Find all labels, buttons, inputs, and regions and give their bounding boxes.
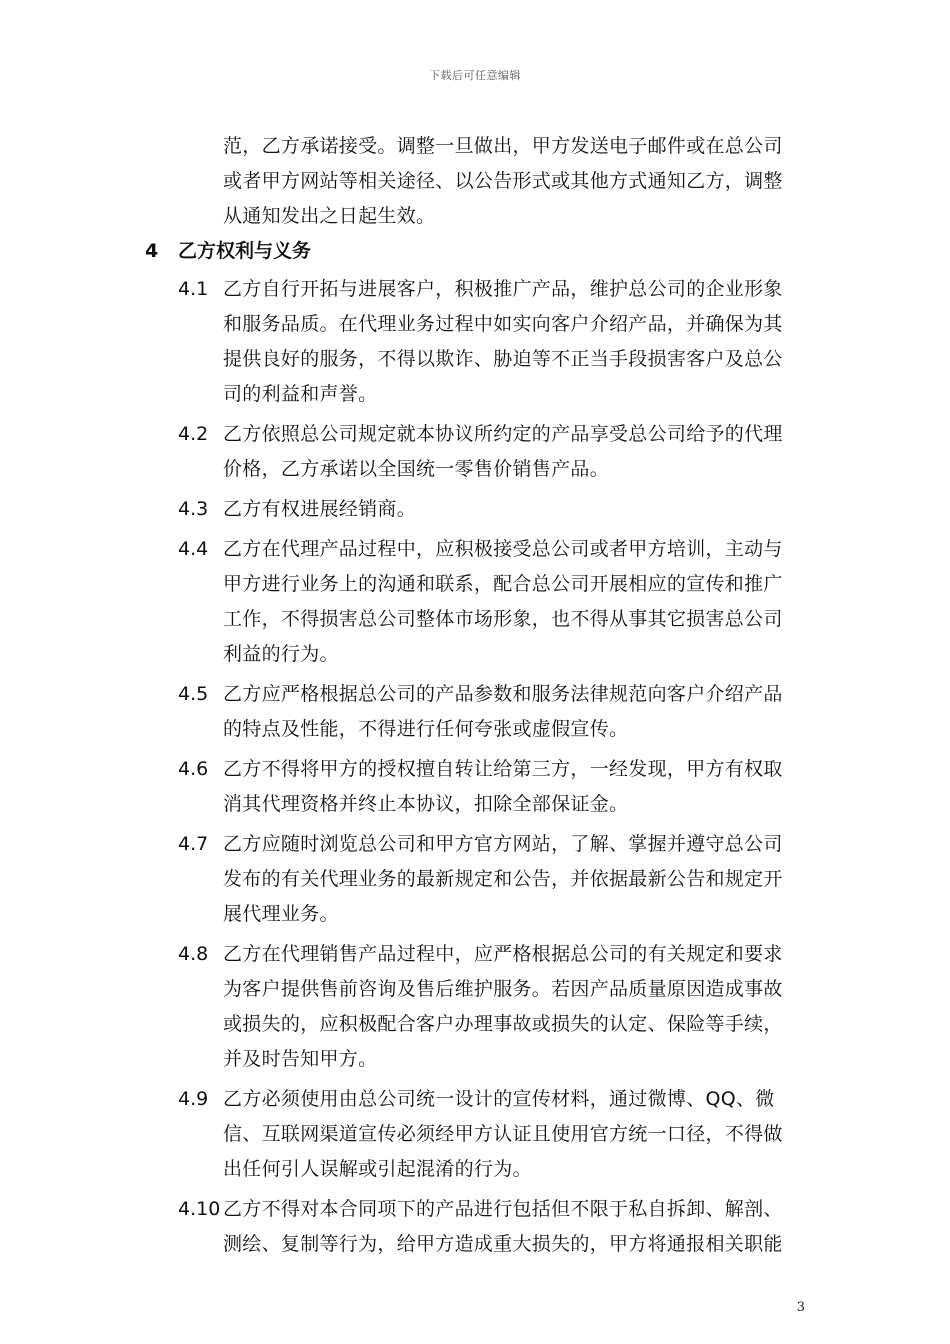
clause-number: 4.4: [178, 538, 209, 560]
clause-text: [0, 1082, 950, 1187]
clause-line: 消其代理资格并终止本协议，扣除全部保证金。: [223, 793, 629, 815]
paragraph-line: 或者甲方网站等相关途径、以公告形式或其他方式通知乙方，调整: [223, 170, 783, 192]
clause-line: 展代理业务。: [223, 903, 339, 925]
clause-4-10: [0, 1192, 950, 1262]
clause-text: [0, 937, 950, 1077]
clause-4-1: [0, 272, 950, 412]
clause-number: 4.8: [178, 943, 209, 965]
paragraph-line: 范，乙方承诺接受。调整一旦做出，甲方发送电子邮件或在总公司: [223, 135, 783, 157]
clause-line: 乙方应随时浏览总公司和甲方官方网站，了解、掌握并遵守总公司: [223, 833, 783, 855]
page-header-note: 下载后可任意编辑: [429, 69, 521, 82]
clause-line: 乙方有权进展经销商。: [223, 498, 417, 520]
clause-line: 的特点及性能，不得进行任何夸张或虚假宣传。: [223, 718, 629, 740]
clause-number: 4.6: [178, 758, 209, 780]
clause-line: 利益的行为。: [223, 643, 339, 665]
clause-line: 或损失的，应积极配合客户办理事故或损失的认定、保险等手续，: [223, 1013, 783, 1035]
clause-number: 4.7: [178, 833, 209, 855]
clause-line: 乙方必须使用由总公司统一设计的宣传材料，通过微博、QQ、微: [223, 1088, 775, 1110]
clause-line: 和服务品质。在代理业务过程中如实向客户介绍产品，并确保为其: [223, 313, 783, 335]
section-title: 乙方权利与义务: [178, 240, 312, 262]
clause-text: [0, 827, 950, 932]
clause-line: 工作，不得损害总公司整体市场形象，也不得从事其它损害总公司: [223, 608, 783, 630]
clause-line: 乙方在代理产品过程中，应积极接受总公司或者甲方培训，主动与: [223, 538, 783, 560]
clause-text: [0, 417, 950, 487]
section-heading: [0, 234, 950, 269]
clause-line: 测绘、复制等行为，给甲方造成重大损失的，甲方将通报相关职能: [223, 1233, 783, 1255]
clause-line: 司的利益和声誉。: [223, 383, 378, 405]
clause-line: 信、互联网渠道宣传必须经甲方认证且使用官方统一口径，不得做: [223, 1123, 783, 1145]
clause-4-5: [0, 677, 950, 747]
clause-line: 出任何引人误解或引起混淆的行为。: [223, 1158, 532, 1180]
clause-number: 4.9: [178, 1088, 209, 1110]
clause-text: [0, 677, 950, 747]
clause-line: 乙方应严格根据总公司的产品参数和服务法律规范向客户介绍产品: [223, 683, 783, 705]
clause-line: 甲方进行业务上的沟通和联系，配合总公司开展相应的宣传和推广: [223, 573, 783, 595]
clause-line: 乙方不得将甲方的授权擅自转让给第三方，一经发现，甲方有权取: [223, 758, 783, 780]
clause-text: [0, 752, 950, 822]
clause-number: 4.5: [178, 683, 209, 705]
clause-4-4: [0, 532, 950, 672]
clause-line: 乙方依照总公司规定就本协议所约定的产品享受总公司给予的代理: [223, 423, 783, 445]
clause-4-9: [0, 1082, 950, 1187]
clause-text: [0, 272, 950, 412]
clause-4-6: [0, 752, 950, 822]
clause-line: 乙方不得对本合同项下的产品进行包括但不限于私自拆卸、解剖、: [223, 1198, 783, 1220]
clause-line: 并及时告知甲方。: [223, 1048, 378, 1070]
clause-4-2: [0, 417, 950, 487]
clause-line: 乙方在代理销售产品过程中，应严格根据总公司的有关规定和要求: [223, 943, 783, 965]
clause-line: 价格，乙方承诺以全国统一零售价销售产品。: [223, 458, 610, 480]
section-number: 4: [145, 240, 159, 262]
clause-number: 4.2: [178, 423, 209, 445]
page-number: 3: [796, 1300, 805, 1315]
intro-paragraph: [0, 129, 950, 234]
clause-line: 提供良好的服务，不得以欺诈、胁迫等不正当手段损害客户及总公: [223, 348, 783, 370]
clause-text: [0, 492, 950, 527]
clause-line: 乙方自行开拓与进展客户，积极推广产品，维护总公司的企业形象: [223, 278, 783, 300]
clause-4-7: [0, 827, 950, 932]
document-body: [0, 129, 950, 1267]
clause-text: [0, 1192, 950, 1262]
clause-number: 4.3: [178, 498, 209, 520]
clause-line: 为客户提供售前咨询及售后维护服务。若因产品质量原因造成事故: [223, 978, 783, 1000]
paragraph-line: 从通知发出之日起生效。: [223, 205, 436, 227]
clause-text: [0, 532, 950, 672]
clause-4-3: [0, 492, 950, 527]
clause-number: 4.10: [178, 1198, 221, 1220]
clause-line: 发布的有关代理业务的最新规定和公告，并依据最新公告和规定开: [223, 868, 783, 890]
clause-4-8: [0, 937, 950, 1077]
clause-number: 4.1: [178, 278, 209, 300]
